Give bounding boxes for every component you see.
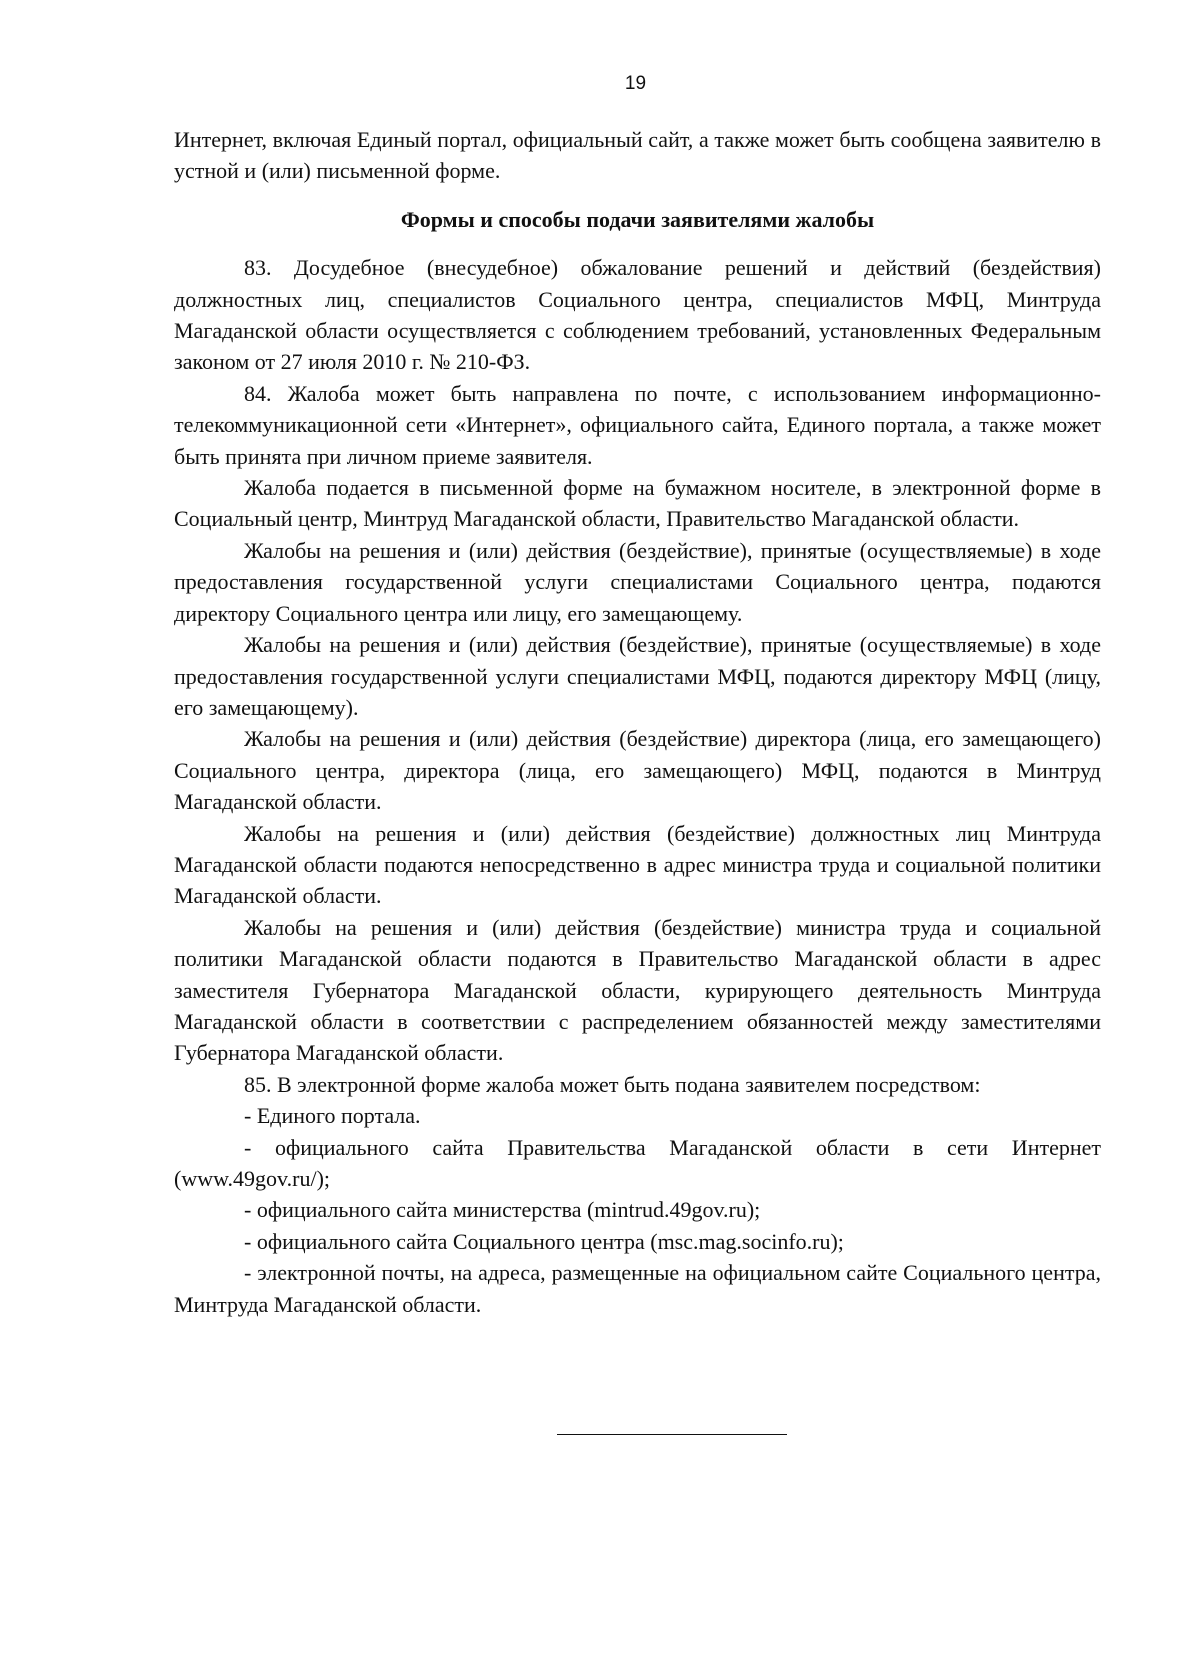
- list-item-single-portal: - Единого портала.: [244, 1103, 421, 1129]
- paragraph-complaints-mfc: Жалобы на решения и (или) действия (бездействие), принятые (осуществляемые) в ходе предоставления государственной услуги специалистами МФЦ, подаются директору МФЦ (лицу, его замещающему).: [174, 632, 1101, 720]
- page-number: 19: [624, 73, 647, 94]
- document-body: [174, 124, 1101, 1320]
- paragraph-83: 83. Досудебное (внесудебное) обжалование решений и действий (бездействия) должностных лиц, специалистов Социального центра, специалистов МФЦ, Минтруда Магаданской области осуществляется с соблюдением требований, установленных Федеральным законом от 27 июля 2010 г. № 210-ФЗ.: [174, 255, 1101, 375]
- list-item-email: - электронной почты, на адреса, размещенные на официальном сайте Социального центра, Минтруда Магаданской области.: [174, 1260, 1101, 1317]
- list-item-ministry-site: - официального сайта министерства (mintrud.49gov.ru);: [244, 1197, 761, 1223]
- paragraph-84: 84. Жалоба может быть направлена по почте, с использованием информационно-телекоммуникационной сети «Интернет», официального сайта, Единого портала, а также может быть принята при личном приеме заявителя.: [174, 380, 1101, 469]
- paragraph-written-form: Жалоба подается в письменной форме на бумажном носителе, в электронной форме в Социальный центр, Минтруд Магаданской области, Правительство Магаданской области.: [174, 475, 1101, 532]
- list-item-social-center-site: - официального сайта Социального центра (msc.mag.socinfo.ru);: [244, 1228, 844, 1254]
- paragraph-85: 85. В электронной форме жалоба может быть подана заявителем посредством:: [244, 1071, 981, 1097]
- paragraph-complaints-social-center: Жалобы на решения и (или) действия (бездействие), принятые (осуществляемые) в ходе предоставления государственной услуги специалистами Социального центра, подаются директору Социального центра или лицу, его замещающему.: [174, 537, 1101, 626]
- end-divider: [557, 1434, 787, 1435]
- section-heading: Формы и способы подачи заявителями жалобы: [400, 206, 875, 232]
- list-item-government-site: - официального сайта Правительства Магаданской области в сети Интернет (www.49gov.ru/);: [174, 1134, 1101, 1191]
- paragraph-complaints-directors: Жалобы на решения и (или) действия (бездействие) директора (лица, его замещающего) Социального центра, директора (лица, его замещающего) МФЦ, подаются в Минтруд Магаданской области.: [174, 726, 1101, 815]
- paragraph-complaints-minister: Жалобы на решения и (или) действия (бездействие) министра труда и социальной политики Магаданской области подаются в Правительство Магаданской области в адрес заместителя Губернатора Магаданской области, курирующего деятельность Минтруда Магаданской области в соответствии с распределением обязанностей между заместителями Губернатора Магаданской области.: [174, 914, 1101, 1066]
- paragraph-complaints-mintrud-officials: Жалобы на решения и (или) действия (бездействие) должностных лиц Минтруда Магаданской области подаются непосредственно в адрес министра труда и социальной политики Магаданской области.: [174, 820, 1101, 909]
- lead-paragraph: Интернет, включая Единый портал, официальный сайт, а также может быть сообщена заявителю в устной и (или) письменной форме.: [174, 127, 1101, 184]
